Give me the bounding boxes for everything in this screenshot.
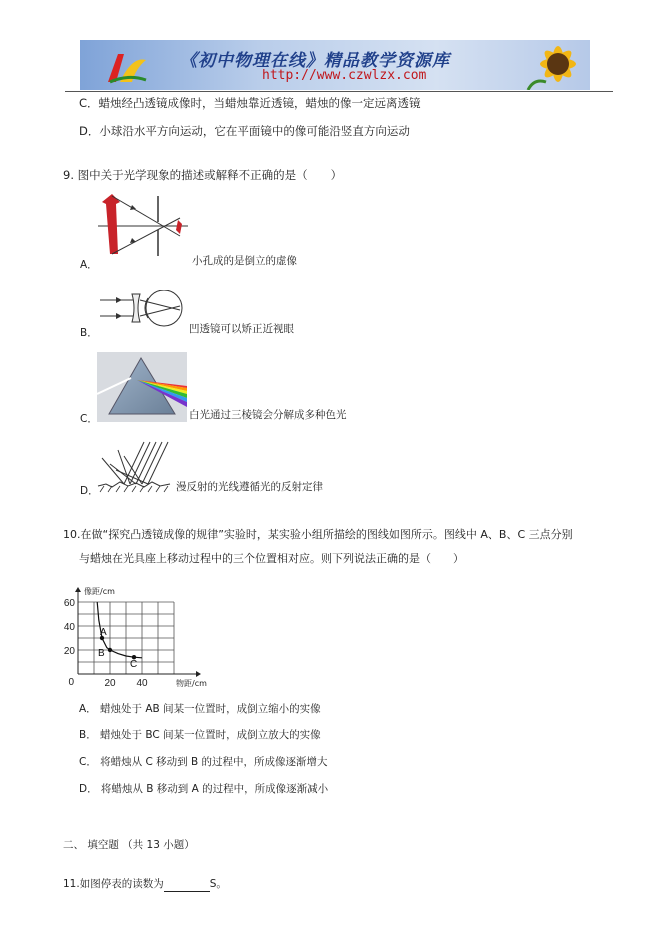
q10-stem-line1: 10.在做“探究凸透镜成像的规律”实验时，某实验小组所描绘的图线如图所示。图线中 A、B、C 三点分别	[63, 528, 573, 541]
y-tick-label: 60	[63, 598, 75, 609]
q11-answer-blank[interactable]	[164, 877, 210, 892]
q10-stem-line2: 与蜡烛在光具座上移动过程中的三个位置相对应。则下列说法正确的是（ ）	[79, 552, 464, 565]
y-tick-label: 20	[63, 646, 75, 657]
point-label-a: A	[100, 627, 107, 638]
banner-title: 《初中物理在线》精品教学资源库	[180, 51, 450, 71]
y-tick-label: 40	[63, 622, 75, 633]
q10-option-c: C． 将蜡烛从 C 移动到 B 的过程中，所成像逐渐增大	[79, 756, 328, 768]
diffuse-reflection-figure	[96, 440, 174, 494]
q11-stem	[63, 877, 227, 892]
q8-option-c: C．蜡烛经凸透镜成像时，当蜡烛靠近透镜，蜡烛的像一定远离透镜	[79, 96, 421, 110]
header-banner	[80, 40, 590, 90]
q9-option-d-text: 漫反射的光线遵循光的反射定律	[176, 481, 323, 493]
concave-lens-eye-figure	[96, 290, 192, 330]
image-distance-chart	[58, 578, 208, 690]
q9-option-b-text: 凹透镜可以矫正近视眼	[189, 323, 294, 335]
y-axis-title: 像距/cm	[84, 587, 115, 596]
q10-option-b: B． 蜡烛处于 BC 间某一位置时，成倒立放大的实像	[79, 729, 321, 741]
q9-option-b-label: B．	[80, 327, 98, 339]
q9-stem: 9. 图中关于光学现象的描述或解释不正确的是（ ）	[63, 168, 343, 182]
q9-option-c-text: 白光通过三棱镜会分解成多种色光	[189, 409, 347, 421]
point-label-c: C	[130, 659, 138, 671]
section-2-heading: 二、 填空题 （共 13 小题）	[63, 839, 195, 851]
x-axis-title: 物距/cm	[176, 679, 207, 688]
q9-option-a-label: A．	[80, 259, 98, 271]
x-tick-label: 20	[104, 678, 116, 689]
q10-option-a: A． 蜡烛处于 AB 间某一位置时，成倒立缩小的实像	[79, 703, 321, 715]
pinhole-camera-figure	[96, 192, 192, 260]
header-rule	[65, 91, 613, 92]
point-label-b: B	[98, 648, 105, 659]
y-axis-arrow	[75, 587, 81, 592]
q8-option-d: D．小球沿水平方向运动，它在平面镜中的像可能沿竖直方向运动	[79, 124, 410, 138]
banner-url[interactable]: http://www.czwlzx.com	[262, 68, 427, 83]
origin-label: 0	[68, 677, 74, 688]
q11-prefix: 11.如图停表的读数为	[63, 878, 164, 890]
q9-option-d-label: D．	[80, 485, 99, 497]
q11-suffix: S。	[209, 878, 227, 890]
x-tick-label: 40	[136, 678, 148, 689]
q9-option-c-label: C．	[80, 413, 98, 425]
q9-option-a-text: 小孔成的是倒立的虚像	[192, 255, 297, 267]
q10-option-d: D． 将蜡烛从 B 移动到 A 的过程中，所成像逐渐减小	[79, 783, 329, 795]
x-axis-arrow	[196, 671, 201, 677]
site-logo-icon	[102, 46, 150, 86]
prism-dispersion-figure	[97, 352, 187, 422]
data-point-b	[108, 648, 112, 652]
sunflower-icon	[518, 40, 590, 90]
